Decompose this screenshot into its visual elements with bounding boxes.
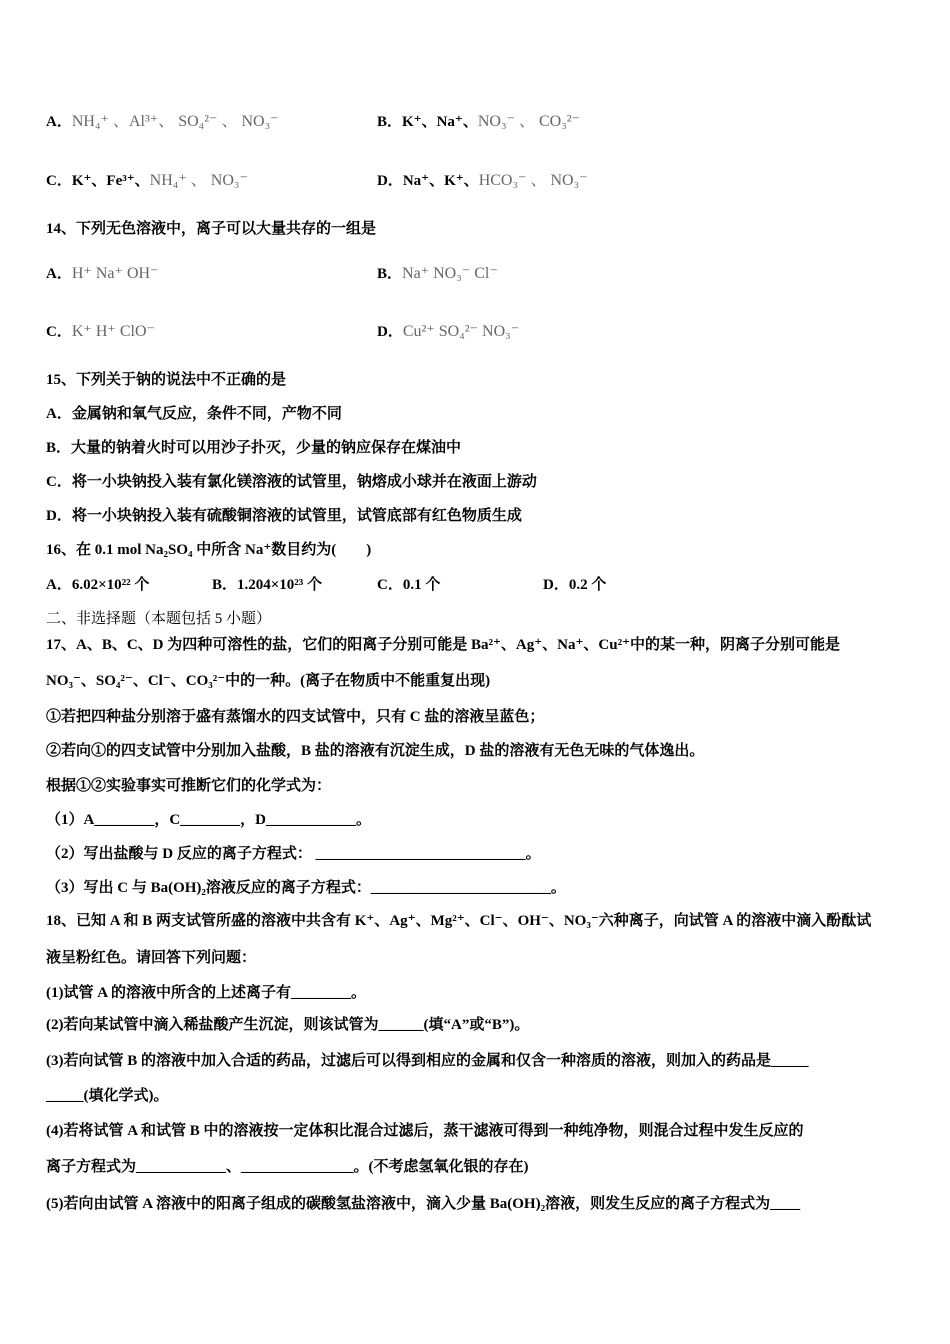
q13-option-d xyxy=(377,171,588,191)
q18-stem-line2: 液呈粉红色。请回答下列问题： xyxy=(46,950,257,966)
q15-stem: 15、下列关于钠的说法中不正确的是 xyxy=(46,372,287,388)
q15-option-a: A．金属钠和氧气反应，条件不同，产物不同 xyxy=(46,406,342,422)
q17-part-3: （3）写出 C 与 Ba(OH)₂溶液反应的离子方程式：________________________。 xyxy=(46,880,566,896)
q16-option-a: A．6.02×10²² 个 xyxy=(46,577,150,593)
q18-part-3-line2: _____(填化学式)。 xyxy=(46,1088,169,1104)
q17-part-1: （1）A________，C________，D____________。 xyxy=(46,812,371,828)
option-label: B． xyxy=(377,114,403,130)
option-ions: H⁺ Na⁺ OH⁻ xyxy=(71,265,159,282)
q14-option-d xyxy=(377,322,519,342)
q18-part-1: (1)试管 A 的溶液中所含的上述离子有________。 xyxy=(46,985,366,1001)
option-ions: Na⁺ NO₃⁻ Cl⁻ xyxy=(402,265,498,282)
q17-instruction: 根据①②实验事实可推断它们的化学式为： xyxy=(46,778,332,794)
option-ions: Cu²⁺ SO₄²⁻ NO₃⁻ xyxy=(402,323,520,340)
q18-part-2: (2)若向某试管中滴入稀盐酸产生沉淀，则该试管为______(填“A”或“B”)。 xyxy=(46,1017,530,1033)
q13-option-b xyxy=(377,112,580,132)
option-label: A． xyxy=(46,114,72,130)
q18-stem-line1: 18、已知 A 和 B 两支试管所盛的溶液中共含有 K⁺、Ag⁺、Mg²⁺、Cl⁻、OH⁻、NO₃⁻六种离子，向试管 A 的溶液中滴入酚酞试 xyxy=(46,913,872,929)
option-label: A． xyxy=(46,266,72,282)
option-ions: HCO₃⁻ 、 NO₃⁻ xyxy=(478,172,588,189)
q14-option-a xyxy=(46,264,159,284)
q13-option-a xyxy=(46,112,279,132)
option-label: B． xyxy=(377,266,403,282)
option-label: D． xyxy=(377,173,403,189)
option-ions: NH₄⁺ 、Al³⁺、 SO₄²⁻ 、 NO₃⁻ xyxy=(71,113,279,130)
option-ions: NO₃⁻ 、 CO₃²⁻ xyxy=(477,113,581,130)
q17-condition-1: ①若把四种盐分别溶于盛有蒸馏水的四支试管中，只有 C 盐的溶液呈蓝色； xyxy=(46,709,545,725)
q13-option-c xyxy=(46,171,248,191)
q15-option-d: D．将一小块钠投入装有硫酸铜溶液的试管里，试管底部有红色物质生成 xyxy=(46,508,522,524)
section-heading: 二、非选择题（本题包括 5 小题） xyxy=(46,611,272,627)
option-bold-ions: K⁺、Fe³⁺、 xyxy=(71,173,150,189)
q15-option-b: B．大量的钠着火时可以用沙子扑灭，少量的钠应保存在煤油中 xyxy=(46,440,462,456)
q17-stem-line2: NO₃⁻、SO₄²⁻、Cl⁻、CO₃²⁻中的一种。(离子在物质中不能重复出现) xyxy=(46,673,491,689)
q14-option-b xyxy=(377,264,498,284)
q16-option-b: B．1.204×10²³ 个 xyxy=(212,577,323,593)
q16-stem: 16、在 0.1 mol Na₂SO₄ 中所含 Na⁺数目约为( ) xyxy=(46,542,372,558)
q18-part-4-line2: 离子方程式为____________、_______________。(不考虑氢氧化银的存在) xyxy=(46,1159,529,1175)
q17-condition-2: ②若向①的四支试管中分别加入盐酸，B 盐的溶液有沉淀生成，D 盐的溶液有无色无味的气体逸出。 xyxy=(46,743,705,759)
q17-stem-line1: 17、A、B、C、D 为四种可溶性的盐，它们的阳离子分别可能是 Ba²⁺、Ag⁺、Na⁺、Cu²⁺中的某一种，阴离子分别可能是 xyxy=(46,637,841,653)
q17-part-2: （2）写出盐酸与 D 反应的离子方程式： ____________________________。 xyxy=(46,846,541,862)
q18-part-5: (5)若向由试管 A 溶液中的阳离子组成的碳酸氢盐溶液中，滴入少量 Ba(OH)₂溶液，则发生反应的离子方程式为____ xyxy=(46,1196,801,1212)
option-ions: K⁺ H⁺ ClO⁻ xyxy=(71,323,155,340)
option-ions: NH₄⁺ 、 NO₃⁻ xyxy=(149,172,248,189)
option-bold-ions: Na⁺、K⁺、 xyxy=(402,173,479,189)
q14-option-c xyxy=(46,322,155,342)
q18-part-4-line1: (4)若将试管 A 和试管 B 中的溶液按一定体积比混合过滤后，蒸干滤液可得到一种纯净物，则混合过程中发生反应的 xyxy=(46,1123,804,1139)
option-bold-ions: K⁺、Na⁺、 xyxy=(402,114,478,130)
option-label: D． xyxy=(377,324,403,340)
option-label: C． xyxy=(46,324,72,340)
q14-stem: 14、下列无色溶液中，离子可以大量共存的一组是 xyxy=(46,221,377,237)
q15-option-c: C．将一小块钠投入装有氯化镁溶液的试管里，钠熔成小球并在液面上游动 xyxy=(46,474,537,490)
q16-option-c: C．0.1 个 xyxy=(377,577,441,593)
q18-part-3-line1: (3)若向试管 B 的溶液中加入合适的药品，过滤后可以得到相应的金属和仅含一种溶质的溶液，则加入的药品是_____ xyxy=(46,1053,809,1069)
option-label: C． xyxy=(46,173,72,189)
q16-option-d: D．0.2 个 xyxy=(543,577,607,593)
